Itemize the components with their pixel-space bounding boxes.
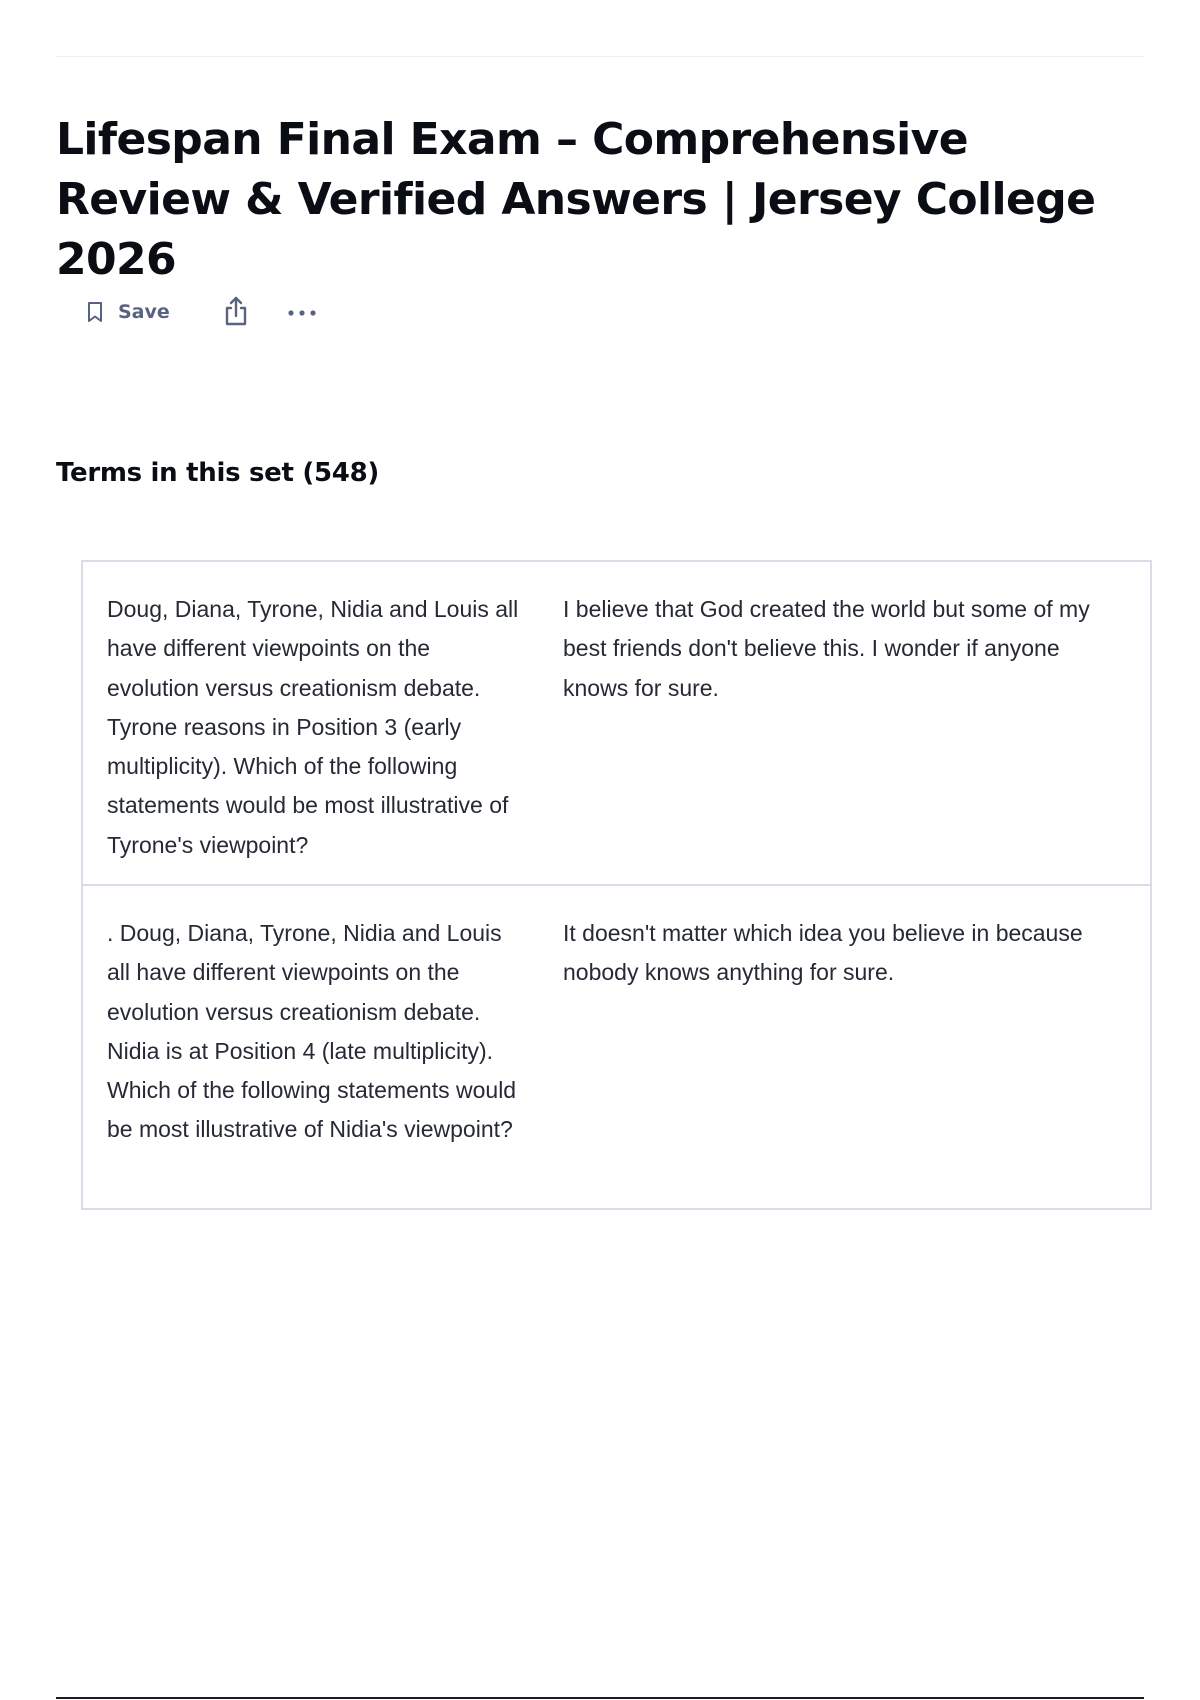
bookmark-icon	[86, 301, 104, 323]
definition-text: I believe that God created the world but some of my best friends don't believe this. I wonder if anyone knows for sure.	[563, 596, 1090, 701]
page-title: Lifespan Final Exam – Comprehensive Review & Verified Answers | Jersey College 2026	[56, 114, 1096, 285]
term-list	[81, 560, 1152, 1210]
save-label: Save	[118, 301, 170, 323]
term-card	[81, 886, 1152, 1210]
share-icon	[222, 295, 250, 330]
term-card	[81, 560, 1152, 886]
term-text: Doug, Diana, Tyrone, Nidia and Louis all have different viewpoints on the evolution versus creationism debate. Tyrone reasons in Position 3 (early multiplicity). Which of the following statements would be most illustrative of Tyrone's viewpoint?	[107, 596, 519, 858]
terms-heading: Terms in this set (548)	[56, 458, 379, 488]
more-options-icon	[286, 305, 318, 320]
set-toolbar	[76, 290, 324, 334]
share-button[interactable]	[214, 290, 258, 334]
more-options-button[interactable]	[280, 290, 324, 334]
definition-text: It doesn't matter which idea you believe in because nobody knows anything for sure.	[563, 920, 1083, 986]
save-button[interactable]	[76, 290, 180, 334]
bottom-divider	[56, 1697, 1144, 1699]
top-divider	[56, 56, 1144, 57]
term-text: . Doug, Diana, Tyrone, Nidia and Louis all have different viewpoints on the evolution versus creationism debate. Nidia is at Position 4 (late multiplicity). Which of the following statements would be most illustrative of Nidia's viewpoint?	[107, 920, 517, 1143]
